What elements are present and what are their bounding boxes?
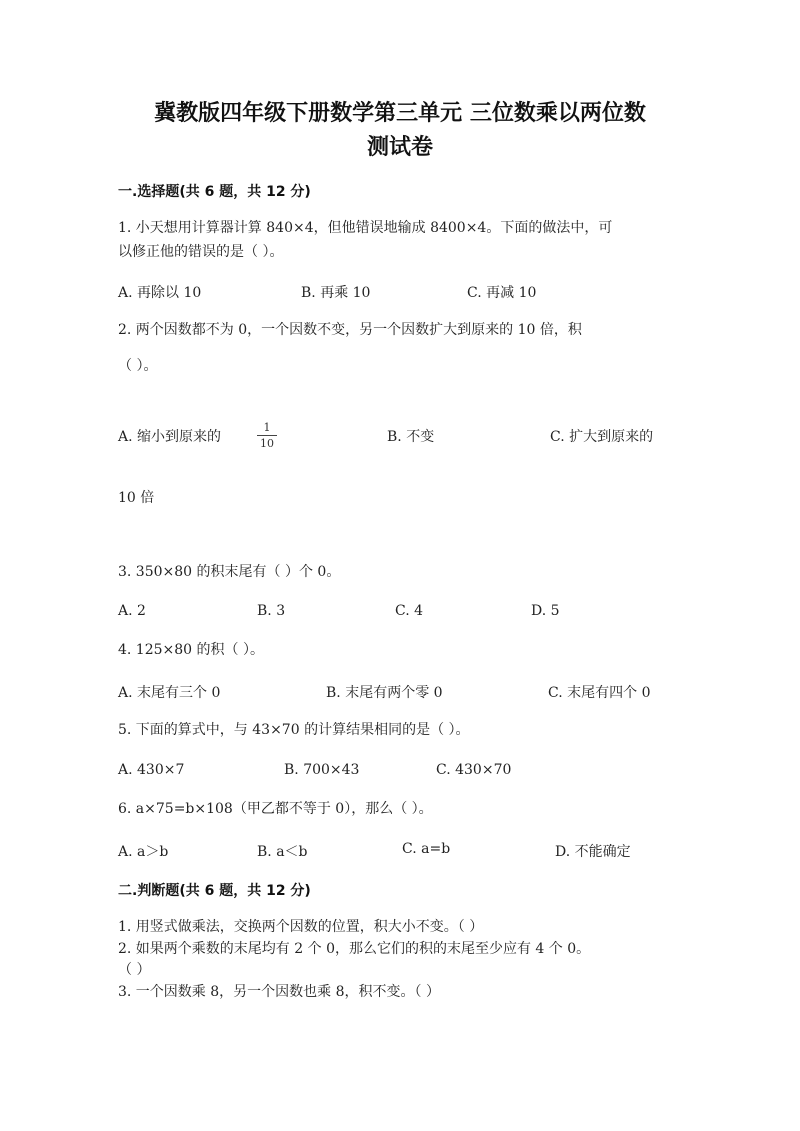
question-3-stem: 3. 350×80 的积末尾有（ ）个 0。 <box>118 564 341 580</box>
judge-question-3: 3. 一个因数乘 8，另一个因数也乘 8，积不变。（ ） <box>118 984 440 1000</box>
question-2-option-c-continued: 10 倍 <box>118 490 155 506</box>
section-heading-judge: 二.判断题(共 6 题，共 12 分) <box>118 883 311 899</box>
question-3-option-b: B. 3 <box>257 603 286 619</box>
question-3-option-a: A. 2 <box>118 603 146 619</box>
question-2-option-a: A. 缩小到原来的 <box>118 429 222 445</box>
question-2-option-b: B. 不变 <box>387 429 435 445</box>
judge-question-2-line2: （ ） <box>118 962 151 978</box>
document-title-line1: 冀教版四年级下册数学第三单元 三位数乘以两位数 <box>154 101 646 126</box>
question-2-line2: （ ）。 <box>118 358 158 374</box>
question-4-stem: 4. 125×80 的积（ ）。 <box>118 642 264 658</box>
question-4-option-c: C. 末尾有四个 0 <box>548 685 651 701</box>
fraction-bar <box>257 435 277 436</box>
question-6-option-a: A. a＞b <box>118 844 169 860</box>
fraction-denominator: 10 <box>260 437 274 450</box>
question-1-line1: 1. 小天想用计算器计算 840×4，但他错误地输成 8400×4。下面的做法中，可 <box>118 220 613 236</box>
fraction-numerator: 1 <box>263 421 271 434</box>
question-3-option-c: C. 4 <box>395 603 424 619</box>
question-5-option-a: A. 430×7 <box>118 762 185 778</box>
question-6-option-c: C. a=b <box>402 841 451 857</box>
question-1-option-b: B. 再乘 10 <box>301 285 371 301</box>
question-2-option-c: C. 扩大到原来的 <box>550 429 654 445</box>
question-2-fraction <box>257 421 277 450</box>
question-1-option-a: A. 再除以 10 <box>118 285 202 301</box>
section-heading-choice: 一.选择题(共 6 题，共 12 分) <box>118 184 311 200</box>
document-title-line2: 测试卷 <box>366 135 433 160</box>
question-1-option-c: C. 再减 10 <box>467 285 537 301</box>
question-3-option-d: D. 5 <box>531 603 560 619</box>
question-6-stem: 6. a×75=b×108（甲乙都不等于 0），那么（ ）。 <box>118 801 433 817</box>
question-5-option-b: B. 700×43 <box>284 762 360 778</box>
question-4-option-a: A. 末尾有三个 0 <box>118 685 221 701</box>
question-5-stem: 5. 下面的算式中，与 43×70 的计算结果相同的是（ ）。 <box>118 722 470 738</box>
judge-question-2-line1: 2. 如果两个乘数的末尾均有 2 个 0，那么它们的积的末尾至少应有 4 个 0。 <box>118 941 591 957</box>
question-4-option-b: B. 末尾有两个零 0 <box>326 685 443 701</box>
question-6-option-b: B. a＜b <box>257 844 308 860</box>
question-6-option-d: D. 不能确定 <box>555 844 631 860</box>
question-2-line1: 2. 两个因数都不为 0，一个因数不变，另一个因数扩大到原来的 10 倍，积 <box>118 322 582 338</box>
question-5-option-c: C. 430×70 <box>436 762 512 778</box>
question-1-line2: 以修正他的错误的是（ ）。 <box>118 244 284 260</box>
judge-question-1: 1. 用竖式做乘法，交换两个因数的位置，积大小不变。（ ） <box>118 919 484 935</box>
